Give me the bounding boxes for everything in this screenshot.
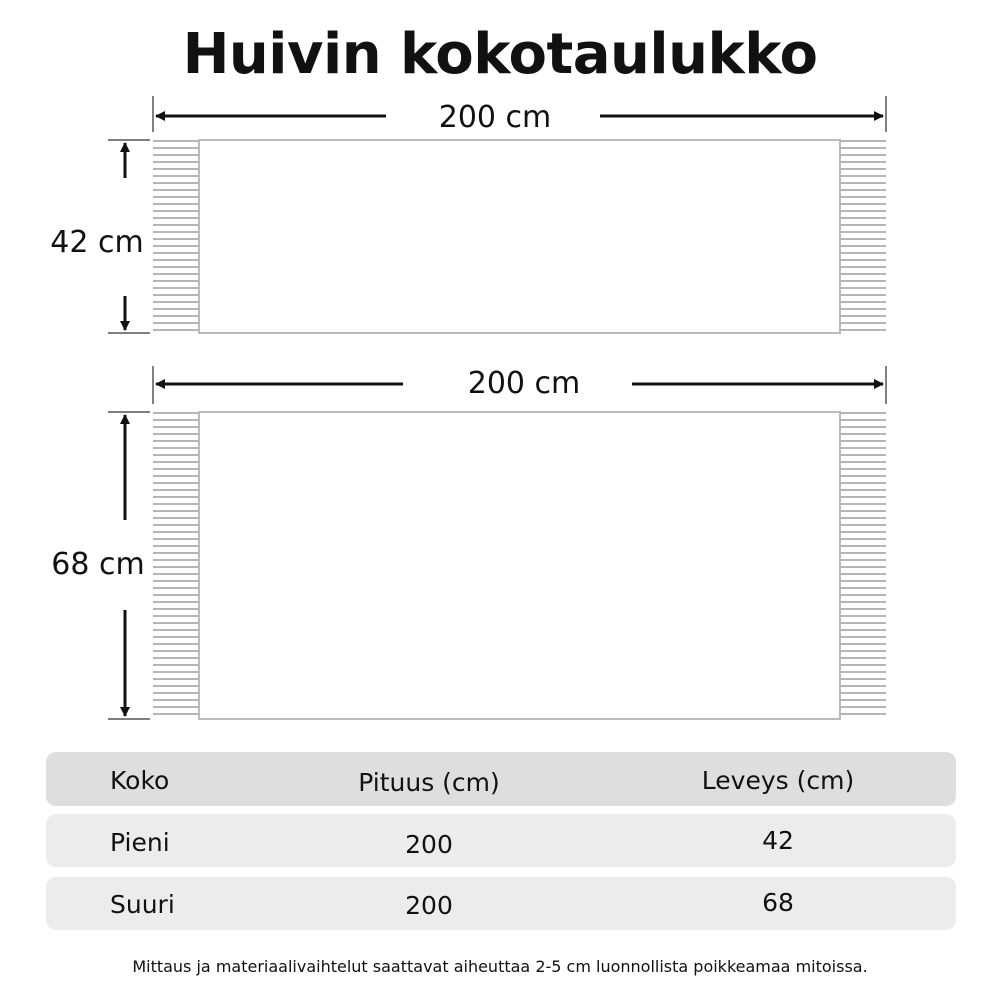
large-scarf-fringe-right (840, 413, 886, 714)
large-width-label: 68 cm (51, 547, 145, 582)
table-header-row: Koko Pituus (cm) Leveys (cm) (46, 752, 956, 806)
large-scarf (51, 366, 886, 719)
small-scarf (50, 96, 886, 333)
measurement-note: Mittaus ja materiaalivaihtelut saattavat aiheuttaa 2-5 cm luonnollista poikkeamaa mitoissa. (132, 957, 868, 976)
page-title: Huivin kokotaulukko (182, 22, 818, 87)
large-scarf-body (199, 412, 840, 719)
table-row: Pieni 200 42 (46, 814, 956, 867)
header-koko: Koko (110, 766, 170, 795)
small-width-label: 42 cm (50, 225, 144, 260)
row-size: Suuri (110, 890, 175, 919)
table-row: Suuri 200 68 (46, 877, 956, 930)
row-size: Pieni (110, 828, 170, 857)
small-scarf-fringe-left (153, 141, 199, 330)
large-scarf-fringe-left (153, 413, 199, 714)
small-scarf-body (199, 140, 840, 333)
small-length-label: 200 cm (438, 100, 552, 135)
small-scarf-fringe-right (840, 141, 886, 330)
large-length-label: 200 cm (467, 366, 581, 401)
